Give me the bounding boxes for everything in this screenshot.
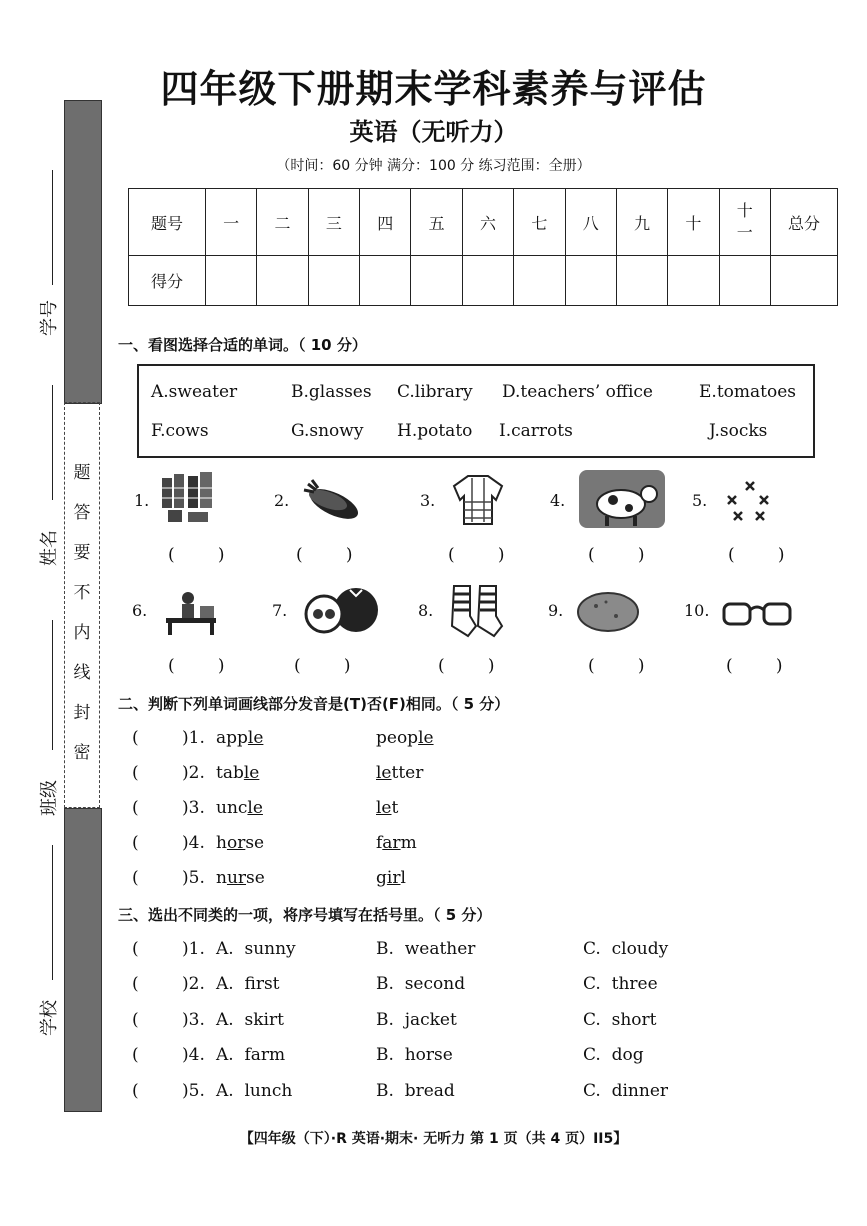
question-number: )5. <box>182 1081 205 1101</box>
option-a: A. first <box>216 974 280 994</box>
word-option: J.socks <box>709 421 768 441</box>
score-cell: 五 <box>411 189 462 256</box>
answer-paren[interactable]: ( <box>132 833 139 853</box>
option-b: B. jacket <box>376 1010 457 1030</box>
word-2 <box>376 868 406 888</box>
section2-heading: 二、判断下列单词画线部分发音是(T)否(F)相同。（ 5 分） <box>118 695 510 713</box>
option-c: C. cloudy <box>583 939 669 959</box>
library-icon <box>158 470 222 528</box>
answer-blank[interactable]: ( ) <box>294 656 351 676</box>
word-2 <box>376 728 434 748</box>
exam-info: （时间：60 分钟 满分：100 分 练习范围：全册） <box>276 158 591 174</box>
word-part: se <box>245 833 265 853</box>
option-b: B. second <box>376 974 466 994</box>
score-input-cell[interactable] <box>719 256 770 306</box>
page-subtitle: 英语（无听力） <box>349 118 518 146</box>
underlined-part: ar <box>382 833 401 853</box>
question-number: )4. <box>182 1045 205 1065</box>
answer-blank[interactable]: ( ) <box>588 545 645 565</box>
score-cell: 四 <box>360 189 411 256</box>
carrots-icon <box>298 474 364 526</box>
word-2 <box>376 798 398 818</box>
option-b: B. bread <box>376 1081 455 1101</box>
option-a: A. lunch <box>216 1081 293 1101</box>
name-line <box>52 385 53 500</box>
word-part: tter <box>391 763 424 783</box>
binding-strip-bottom <box>64 808 102 1112</box>
score-cell: 七 <box>514 189 565 256</box>
word-part: t <box>391 798 399 818</box>
sweater-icon <box>450 472 506 526</box>
score-input-cell[interactable] <box>616 256 667 306</box>
picture-number: 5. <box>692 491 708 510</box>
option-a: A. skirt <box>216 1010 284 1030</box>
underlined-part: le <box>247 728 264 748</box>
picture-number: 3. <box>420 491 436 510</box>
answer-paren[interactable]: ( <box>132 939 139 959</box>
option-a: A. sunny <box>216 939 296 959</box>
seal-char: 封 <box>73 703 91 723</box>
seal-char: 密 <box>73 743 91 763</box>
word-option: I.carrots <box>499 421 573 441</box>
score-input-cell[interactable] <box>411 256 462 306</box>
option-c: C. dog <box>583 1045 644 1065</box>
picture-number: 7. <box>272 601 288 620</box>
picture-number: 1. <box>134 491 150 510</box>
answer-blank[interactable]: ( ) <box>168 656 225 676</box>
answer-blank[interactable]: ( ) <box>726 656 783 676</box>
underlined-part: or <box>226 833 246 853</box>
score-cell: 一 <box>206 189 257 256</box>
answer-paren[interactable]: ( <box>132 868 139 888</box>
score-input-cell[interactable] <box>668 256 719 306</box>
word-2 <box>376 833 417 853</box>
answer-paren[interactable]: ( <box>132 974 139 994</box>
question-number: )2. <box>182 974 205 994</box>
word-part: app <box>216 728 248 748</box>
score-cell: 二 <box>257 189 308 256</box>
answer-paren[interactable]: ( <box>132 1010 139 1030</box>
glasses-icon <box>720 598 794 630</box>
tomatoes-icon <box>300 584 380 636</box>
school-line <box>52 845 53 980</box>
underlined-part: le <box>418 728 434 748</box>
word-option: A.sweater <box>151 382 238 402</box>
seal-char: 题 <box>73 463 91 483</box>
score-value-row <box>129 256 838 306</box>
word-part: tab <box>216 763 244 783</box>
picture-number: 2. <box>274 491 290 510</box>
underlined-part: le <box>247 798 263 818</box>
answer-paren[interactable]: ( <box>132 1081 139 1101</box>
option-c: C. dinner <box>583 1081 669 1101</box>
word-option: C.library <box>397 382 473 402</box>
word-option: H.potato <box>397 421 473 441</box>
section1-heading: 一、看图选择合适的单词。（ 10 分） <box>118 336 367 354</box>
underlined-part: ir <box>386 868 401 888</box>
socks-icon <box>446 582 506 640</box>
option-a: A. farm <box>216 1045 286 1065</box>
answer-blank[interactable]: ( ) <box>728 545 785 565</box>
word-option: F.cows <box>151 421 209 441</box>
score-cell: 十 <box>668 189 719 256</box>
page-footer: 【四年级（下）·R 英语·期末· 无听力 第 1 页（共 4 页）II5】 <box>239 1131 628 1147</box>
word-part: n <box>216 868 227 888</box>
teacher-office-icon <box>162 588 220 636</box>
score-table <box>128 188 838 306</box>
class-line <box>52 620 53 750</box>
score-cell: 九 <box>616 189 667 256</box>
word-1 <box>216 833 264 853</box>
underlined-part: ur <box>226 868 247 888</box>
picture-number: 10. <box>684 601 710 620</box>
answer-blank[interactable]: ( ) <box>168 545 225 565</box>
word-option: D.teachers’ office <box>502 382 653 402</box>
option-b: B. horse <box>376 1045 453 1065</box>
word-part: l <box>400 868 406 888</box>
score-cell: 总分 <box>771 189 838 256</box>
score-label-cell: 得分 <box>129 256 206 306</box>
seal-char: 线 <box>73 663 91 683</box>
answer-blank[interactable]: ( ) <box>438 656 495 676</box>
score-cell: 八 <box>565 189 616 256</box>
word-option: B.glasses <box>291 382 372 402</box>
word-1 <box>216 728 263 748</box>
seal-char: 不 <box>73 583 91 603</box>
word-1 <box>216 798 263 818</box>
seal-char: 内 <box>73 623 91 643</box>
score-input-cell[interactable] <box>771 256 838 306</box>
question-number: )4. <box>182 833 205 853</box>
student-id-line <box>52 170 53 285</box>
score-cell: 三 <box>308 189 359 256</box>
score-input-cell[interactable] <box>462 256 513 306</box>
answer-blank[interactable]: ( ) <box>296 545 353 565</box>
word-1 <box>216 868 265 888</box>
word-part: h <box>216 833 227 853</box>
word-part: peop <box>376 728 419 748</box>
score-cell: 题号 <box>129 189 206 256</box>
student-id-label: 学号 <box>39 300 60 336</box>
picture-number: 8. <box>418 601 434 620</box>
score-cell: 十 一 <box>719 189 770 256</box>
score-header-row <box>129 189 838 256</box>
word-part: se <box>246 868 265 888</box>
question-number: )3. <box>182 1010 205 1030</box>
option-c: C. short <box>583 1010 657 1030</box>
question-number: )3. <box>182 798 205 818</box>
answer-blank[interactable]: ( ) <box>448 545 505 565</box>
question-number: )1. <box>182 939 205 959</box>
seal-char: 答 <box>73 503 91 523</box>
answer-paren[interactable]: ( <box>132 1045 139 1065</box>
option-b: B. weather <box>376 939 476 959</box>
score-input-cell[interactable] <box>514 256 565 306</box>
question-number: )2. <box>182 763 205 783</box>
underlined-part: le <box>376 763 392 783</box>
underlined-part: le <box>243 763 260 783</box>
word-part: g <box>376 868 387 888</box>
word-bank-box <box>137 364 815 458</box>
picture-number: 4. <box>550 491 566 510</box>
word-option: E.tomatoes <box>699 382 796 402</box>
score-input-cell[interactable] <box>565 256 616 306</box>
picture-number: 6. <box>132 601 148 620</box>
word-part: unc <box>216 798 248 818</box>
answer-paren[interactable]: ( <box>132 798 139 818</box>
answer-blank[interactable]: ( ) <box>588 656 645 676</box>
question-number: )5. <box>182 868 205 888</box>
word-1 <box>216 763 259 783</box>
name-label: 姓名 <box>39 530 60 566</box>
word-part: f <box>376 833 383 853</box>
score-input-cell[interactable] <box>257 256 308 306</box>
class-label: 班级 <box>39 780 60 816</box>
page-title: 四年级下册期末学科素养与评估 <box>160 67 707 111</box>
score-input-cell[interactable] <box>206 256 257 306</box>
answer-paren[interactable]: ( <box>132 728 139 748</box>
word-option: G.snowy <box>291 421 364 441</box>
snow-icon <box>720 478 776 526</box>
potato-icon <box>576 590 640 634</box>
picture-number: 9. <box>548 601 564 620</box>
word-2 <box>376 763 423 783</box>
score-input-cell[interactable] <box>308 256 359 306</box>
section3-heading: 三、选出不同类的一项，将序号填写在括号里。（ 5 分） <box>118 906 492 924</box>
score-cell: 六 <box>462 189 513 256</box>
underlined-part: le <box>376 798 392 818</box>
question-number: )1. <box>182 728 205 748</box>
cows-icon <box>577 468 667 530</box>
school-label: 学校 <box>39 1000 60 1036</box>
option-c: C. three <box>583 974 658 994</box>
answer-paren[interactable]: ( <box>132 763 139 783</box>
score-input-cell[interactable] <box>360 256 411 306</box>
seal-char: 要 <box>73 543 91 563</box>
word-part: m <box>400 833 417 853</box>
